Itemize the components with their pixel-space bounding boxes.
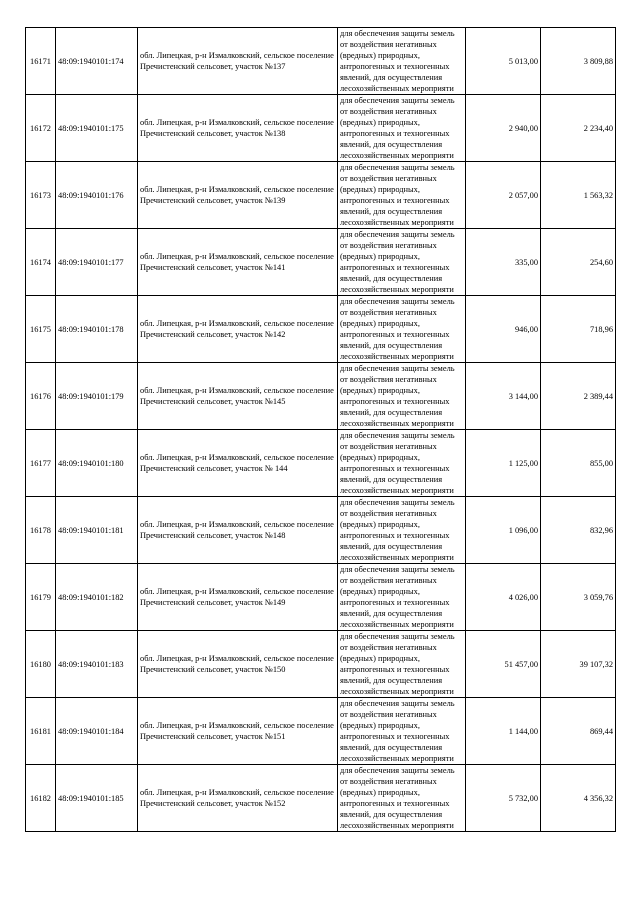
table-row	[26, 698, 616, 765]
plot-area-cell: 5 732,00	[466, 765, 541, 832]
cadastral-cost-cell: 718,96	[541, 296, 616, 363]
cadastral-number-cell: 48:09:1940101:185	[56, 765, 138, 832]
cadastral-number-cell: 48:09:1940101:180	[56, 430, 138, 497]
row-number-cell: 16182	[26, 765, 56, 832]
cadastral-number-cell: 48:09:1940101:179	[56, 363, 138, 430]
cadastral-number-cell: 48:09:1940101:177	[56, 229, 138, 296]
plot-address-cell: обл. Липецкая, р-н Измалковский, сельское поселение Пречистенский сельсовет, участок №142	[138, 296, 338, 363]
table-row	[26, 162, 616, 229]
plot-address-cell: обл. Липецкая, р-н Измалковский, сельское поселение Пречистенский сельсовет, участок №138	[138, 95, 338, 162]
permitted-use-cell: для обеспечения защиты земель от воздействия негативных (вредных) природных, антропогенных и техногенных явлений, для осуществления лесохозяйственных мероприяти	[338, 95, 466, 162]
table-body	[26, 28, 616, 832]
permitted-use-cell: для обеспечения защиты земель от воздействия негативных (вредных) природных, антропогенных и техногенных явлений, для осуществления лесохозяйственных мероприяти	[338, 363, 466, 430]
plot-address-cell: обл. Липецкая, р-н Измалковский, сельское поселение Пречистенский сельсовет, участок №137	[138, 28, 338, 95]
plot-area-cell: 5 013,00	[466, 28, 541, 95]
plot-area-cell: 51 457,00	[466, 631, 541, 698]
permitted-use-cell: для обеспечения защиты земель от воздействия негативных (вредных) природных, антропогенных и техногенных явлений, для осуществления лесохозяйственных мероприяти	[338, 497, 466, 564]
plot-address-cell: обл. Липецкая, р-н Измалковский, сельское поселение Пречистенский сельсовет, участок №152	[138, 765, 338, 832]
plot-address-cell: обл. Липецкая, р-н Измалковский, сельское поселение Пречистенский сельсовет, участок №148	[138, 497, 338, 564]
plot-area-cell: 946,00	[466, 296, 541, 363]
permitted-use-cell: для обеспечения защиты земель от воздействия негативных (вредных) природных, антропогенных и техногенных явлений, для осуществления лесохозяйственных мероприяти	[338, 765, 466, 832]
plot-address-cell: обл. Липецкая, р-н Измалковский, сельское поселение Пречистенский сельсовет, участок №145	[138, 363, 338, 430]
row-number-cell: 16180	[26, 631, 56, 698]
cadastral-number-cell: 48:09:1940101:175	[56, 95, 138, 162]
cadastral-cost-cell: 2 389,44	[541, 363, 616, 430]
row-number-cell: 16178	[26, 497, 56, 564]
plot-area-cell: 4 026,00	[466, 564, 541, 631]
plot-area-cell: 1 096,00	[466, 497, 541, 564]
plot-area-cell: 2 057,00	[466, 162, 541, 229]
table-row	[26, 631, 616, 698]
row-number-cell: 16173	[26, 162, 56, 229]
permitted-use-cell: для обеспечения защиты земель от воздействия негативных (вредных) природных, антропогенных и техногенных явлений, для осуществления лесохозяйственных мероприяти	[338, 698, 466, 765]
row-number-cell: 16174	[26, 229, 56, 296]
cadastral-cost-cell: 4 356,32	[541, 765, 616, 832]
cadastral-cost-cell: 869,44	[541, 698, 616, 765]
permitted-use-cell: для обеспечения защиты земель от воздействия негативных (вредных) природных, антропогенных и техногенных явлений, для осуществления лесохозяйственных мероприяти	[338, 229, 466, 296]
row-number-cell: 16177	[26, 430, 56, 497]
cadastral-cost-cell: 2 234,40	[541, 95, 616, 162]
cadastral-cost-cell: 254,60	[541, 229, 616, 296]
table-row	[26, 564, 616, 631]
plot-area-cell: 1 144,00	[466, 698, 541, 765]
plot-address-cell: обл. Липецкая, р-н Измалковский, сельское поселение Пречистенский сельсовет, участок № 144	[138, 430, 338, 497]
cadastral-cost-cell: 855,00	[541, 430, 616, 497]
permitted-use-cell: для обеспечения защиты земель от воздействия негативных (вредных) природных, антропогенных и техногенных явлений, для осуществления лесохозяйственных мероприяти	[338, 564, 466, 631]
table-row	[26, 765, 616, 832]
cadastral-number-cell: 48:09:1940101:183	[56, 631, 138, 698]
cadastral-cost-cell: 39 107,32	[541, 631, 616, 698]
row-number-cell: 16179	[26, 564, 56, 631]
row-number-cell: 16176	[26, 363, 56, 430]
cadastral-cost-cell: 3 809,88	[541, 28, 616, 95]
cadastral-cost-cell: 3 059,76	[541, 564, 616, 631]
table-row	[26, 229, 616, 296]
plot-address-cell: обл. Липецкая, р-н Измалковский, сельское поселение Пречистенский сельсовет, участок №141	[138, 229, 338, 296]
plot-area-cell: 1 125,00	[466, 430, 541, 497]
row-number-cell: 16171	[26, 28, 56, 95]
cadastral-number-cell: 48:09:1940101:174	[56, 28, 138, 95]
cadastral-number-cell: 48:09:1940101:176	[56, 162, 138, 229]
plot-area-cell: 3 144,00	[466, 363, 541, 430]
row-number-cell: 16172	[26, 95, 56, 162]
table-row	[26, 296, 616, 363]
cadastral-number-cell: 48:09:1940101:184	[56, 698, 138, 765]
plot-address-cell: обл. Липецкая, р-н Измалковский, сельское поселение Пречистенский сельсовет, участок №151	[138, 698, 338, 765]
permitted-use-cell: для обеспечения защиты земель от воздействия негативных (вредных) природных, антропогенных и техногенных явлений, для осуществления лесохозяйственных мероприяти	[338, 296, 466, 363]
cadastral-number-cell: 48:09:1940101:181	[56, 497, 138, 564]
cadastral-cost-cell: 832,96	[541, 497, 616, 564]
plot-area-cell: 335,00	[466, 229, 541, 296]
row-number-cell: 16181	[26, 698, 56, 765]
permitted-use-cell: для обеспечения защиты земель от воздействия негативных (вредных) природных, антропогенных и техногенных явлений, для осуществления лесохозяйственных мероприяти	[338, 430, 466, 497]
permitted-use-cell: для обеспечения защиты земель от воздействия негативных (вредных) природных, антропогенных и техногенных явлений, для осуществления лесохозяйственных мероприяти	[338, 28, 466, 95]
permitted-use-cell: для обеспечения защиты земель от воздействия негативных (вредных) природных, антропогенных и техногенных явлений, для осуществления лесохозяйственных мероприяти	[338, 162, 466, 229]
table-row	[26, 363, 616, 430]
table-row	[26, 430, 616, 497]
plot-address-cell: обл. Липецкая, р-н Измалковский, сельское поселение Пречистенский сельсовет, участок №149	[138, 564, 338, 631]
plot-address-cell: обл. Липецкая, р-н Измалковский, сельское поселение Пречистенский сельсовет, участок №150	[138, 631, 338, 698]
plot-address-cell: обл. Липецкая, р-н Измалковский, сельское поселение Пречистенский сельсовет, участок №139	[138, 162, 338, 229]
plot-area-cell: 2 940,00	[466, 95, 541, 162]
table-row	[26, 28, 616, 95]
table-row	[26, 95, 616, 162]
cadastral-number-cell: 48:09:1940101:178	[56, 296, 138, 363]
land-plots-table	[25, 27, 616, 832]
row-number-cell: 16175	[26, 296, 56, 363]
permitted-use-cell: для обеспечения защиты земель от воздействия негативных (вредных) природных, антропогенных и техногенных явлений, для осуществления лесохозяйственных мероприяти	[338, 631, 466, 698]
cadastral-number-cell: 48:09:1940101:182	[56, 564, 138, 631]
table-row	[26, 497, 616, 564]
cadastral-cost-cell: 1 563,32	[541, 162, 616, 229]
